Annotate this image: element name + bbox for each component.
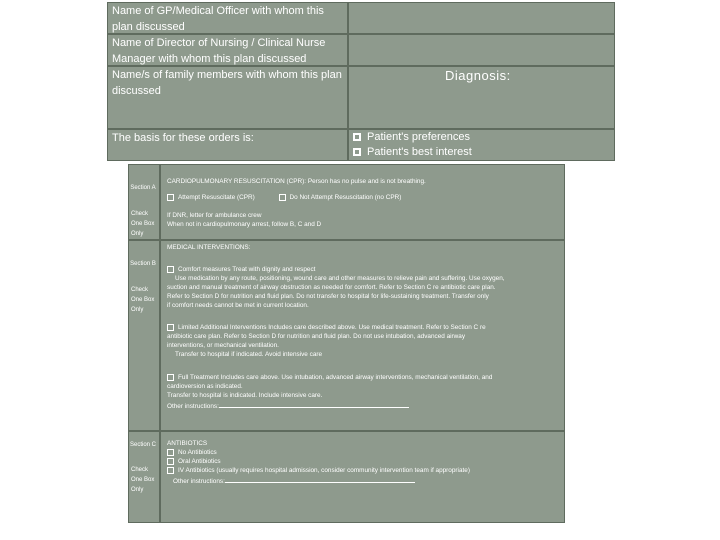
medical-interventions-title: MEDICAL INTERVENTIONS: — [167, 244, 251, 251]
checkbox-attempt-cpr[interactable] — [167, 194, 174, 201]
full-treatment-option[interactable]: Full Treatment Includes care above. Use intubation, advanced airway interventions, mechanical ventilation, and cardioversion as indicated. Transfer to hospital is indicated. Include intensive care. Other instructions: — [167, 374, 493, 410]
family-name-label: Name/s of family members with whom this plan discussed — [112, 69, 342, 97]
section-c-label: Section C — [129, 442, 156, 448]
follow-note: When not in cardiopulmonary arrest, follow B, C and D — [167, 221, 322, 228]
checkbox-preferences[interactable] — [353, 133, 361, 141]
gp-name-label-cell — [107, 2, 348, 34]
section-b-check: Check One Box Only — [131, 287, 155, 313]
section-b-label-cell — [128, 240, 160, 431]
other-instructions-label-c: Other instructions: — [173, 478, 225, 485]
section-c-check: Check One Box Only — [131, 467, 155, 493]
gp-name-field[interactable] — [348, 2, 615, 34]
section-c-label-cell — [128, 431, 160, 523]
diagnosis-cell[interactable] — [348, 66, 615, 129]
dnr-note: If DNR, letter for ambulance crew — [167, 212, 262, 219]
comfort-option[interactable]: Comfort measures Treat with dignity and respect Use medication by any route, positioning, wound care and other measures to relieve pain and suffering. Use oxygen, suction and manual treatment of airway obstruction as needed for comfort. Refer to Section C re antibiotic care plan. Refer to Section D for nutrition and fluid plan. Do not transfer to hospital for life-sustaining treatment. Transfer only if comfort needs cannot be met in current location. — [167, 266, 505, 309]
section-b-content — [160, 240, 565, 431]
don-name-label-cell — [107, 34, 348, 66]
don-name-field[interactable] — [348, 34, 615, 66]
basis-label-cell — [107, 129, 348, 161]
section-a-check: Check One Box Only — [131, 211, 155, 237]
checkbox-limited[interactable] — [167, 324, 174, 331]
basis-option-best-interest[interactable]: Patient's best interest — [353, 145, 610, 160]
iv-antibiotics-option[interactable]: IV Antibiotics (usually requires hospital admission, consider community intervention team if appropriate) — [167, 466, 558, 475]
other-instructions-field-c[interactable] — [225, 475, 415, 483]
don-name-label: Name of Director of Nursing / Clinical Nurse Manager with whom this plan discussed — [112, 37, 326, 65]
no-antibiotics-option[interactable]: No Antibiotics — [167, 448, 558, 457]
family-name-label-cell — [107, 66, 348, 129]
section-a-label-cell — [128, 164, 160, 240]
oral-antibiotics-option[interactable]: Oral Antibiotics — [167, 457, 558, 466]
gp-name-label: Name of GP/Medical Officer with whom this plan discussed — [112, 5, 324, 33]
section-a-label: Section A — [130, 185, 156, 191]
checkbox-iv-antibiotics[interactable] — [167, 467, 174, 474]
basis-option-preferences[interactable]: Patient's preferences — [353, 130, 610, 145]
section-c-content — [160, 431, 565, 523]
basis-label: The basis for these orders is: — [112, 132, 254, 144]
cpr-dnr-option[interactable]: Do Not Attempt Resuscitation (no CPR) — [279, 194, 402, 201]
checkbox-best-interest[interactable] — [353, 148, 361, 156]
checkbox-oral-antibiotics[interactable] — [167, 458, 174, 465]
checkbox-no-antibiotics[interactable] — [167, 449, 174, 456]
limited-option[interactable]: Limited Additional Interventions Includes care described above. Use medical treatment. Refer to Section C re antibiotic care plan. Refer to Section D for nutrition and fluid plan. Do not use intubation, advanced airway interventions, or mechanical ventilation. Transfer to hospital if indicated. Avoid intensive care — [167, 324, 486, 358]
diagnosis-label: Diagnosis: — [445, 68, 511, 83]
checkbox-comfort[interactable] — [167, 266, 174, 273]
checkbox-dnr[interactable] — [279, 194, 286, 201]
cpr-title: CARDIOPULMONARY RESUSCITATION (CPR): Person has no pulse and is not breathing. — [167, 178, 426, 185]
section-b-label: Section B — [130, 261, 156, 267]
cpr-attempt-option[interactable]: Attempt Resuscitate (CPR) — [167, 194, 257, 201]
basis-options-cell — [348, 129, 615, 161]
antibiotics-title: ANTIBIOTICS — [167, 440, 208, 447]
other-instructions-field-b[interactable] — [219, 400, 409, 408]
other-instructions-label: Other instructions: — [167, 403, 219, 410]
section-a-content — [160, 164, 565, 240]
checkbox-full-treatment[interactable] — [167, 374, 174, 381]
